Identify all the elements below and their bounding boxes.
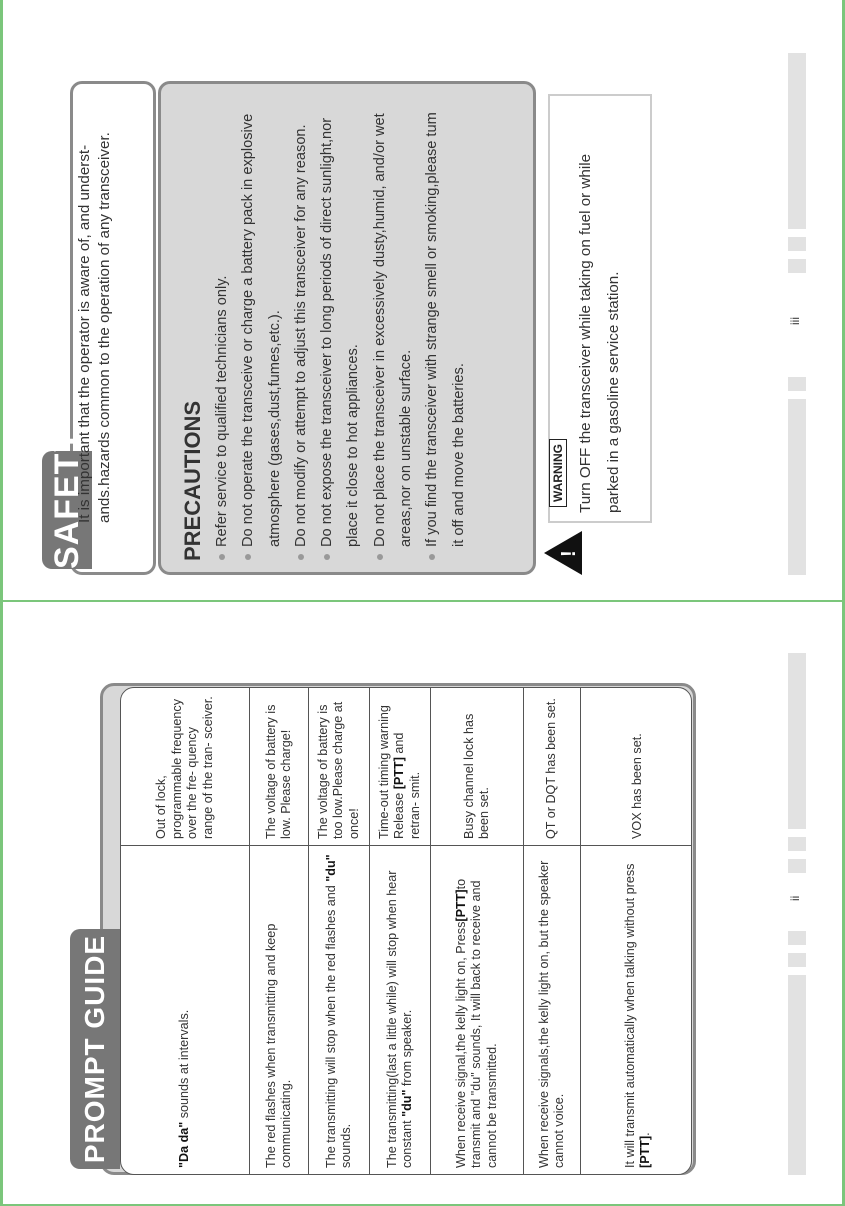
list-item: If you find the transceiver with strange smell or smoking,please tum it off and move the batteries.	[419, 101, 472, 561]
bullet-icon	[324, 554, 330, 560]
footer-strip	[788, 859, 806, 873]
safety-intro-text: It is important that the operator is aware of, and underst- ands.hazards common to the operation of any transceiver.	[76, 132, 113, 523]
safety-page	[40, 35, 840, 575]
safety-title: SAFETY	[42, 451, 92, 569]
table-row: The red flashes when transmitting and keep communicating. The voltage of battery is low. Please charge!	[250, 688, 309, 1174]
footer-strip	[788, 653, 806, 829]
table-row: The transmitting(last a little while) will stop when hear constant "du" from speaker. Time-out timing warning Release [PTT] and retran- smit.	[370, 688, 431, 1174]
footer-strip	[788, 399, 806, 575]
page-number: iii	[788, 317, 802, 325]
precautions-list	[209, 101, 472, 561]
table-row: It will transmit automatically when talking without press [PTT]. VOX has been set.	[581, 688, 692, 1174]
page-number: ii	[788, 895, 802, 901]
footer-strip	[788, 53, 806, 229]
prompt-guide-title: PROMPT GUIDE	[70, 929, 120, 1169]
warning-text: Turn OFF the transceiver while taking on fuel or while parked in a gasoline service station.	[577, 153, 622, 513]
footer-strip	[788, 837, 806, 851]
bullet-icon	[245, 554, 251, 560]
list-item: Do not operate the transceive or charge a battery pack in explosive atmosphere (gases,dust,fumes,etc.).	[235, 101, 288, 561]
footer-strip	[788, 975, 806, 1175]
exclamation-icon: !	[558, 550, 580, 557]
footer-strip	[788, 931, 806, 945]
list-item: Do not expose the transceiver to long periods of direct sunlight,nor place it close to hot appliances.	[314, 101, 367, 561]
footer-strip	[788, 377, 806, 391]
bullet-icon	[429, 554, 435, 560]
prompt-guide-table	[120, 687, 692, 1175]
bullet-icon	[219, 554, 225, 560]
table-row: The transmitting will stop when the red flashes and "du" sounds. The voltage of battery is too low.Please charge at once!	[309, 688, 370, 1174]
warning-label: WARNING	[549, 439, 567, 507]
list-item: Do not modify or attempt to adjust this transceiver for any reason.	[288, 101, 314, 561]
list-item: Refer service to qualified technicians only.	[209, 101, 235, 561]
bullet-icon	[377, 554, 383, 560]
table-row: "Da da" sounds at intervals. Out of lock, programmable frequency over the fre- quency range of the tran- sceiver.	[121, 688, 250, 1174]
page-border-top	[0, 0, 3, 1206]
table-row: When receive signals,the kelly light on, but the speaker cannot voice. QT or DQT has been set.	[524, 688, 581, 1174]
page-border-divider	[0, 600, 845, 602]
table-row: When receive signal,the kelly light on, Press[PTT]to transmit and "du" sounds, It will back to receive and cannot be transmitted. Busy channel lock has been set.	[431, 688, 524, 1174]
precautions-title: PRECAUTIONS	[180, 400, 205, 561]
prompt-guide-page	[40, 635, 840, 1175]
footer-strip	[788, 953, 806, 967]
list-item: Do not place the transceiver in excessively dusty,humid, and/or wet areas,nor on unstable surface.	[367, 101, 420, 561]
bullet-icon	[298, 554, 304, 560]
footer-strip	[788, 237, 806, 251]
footer-strip	[788, 259, 806, 273]
